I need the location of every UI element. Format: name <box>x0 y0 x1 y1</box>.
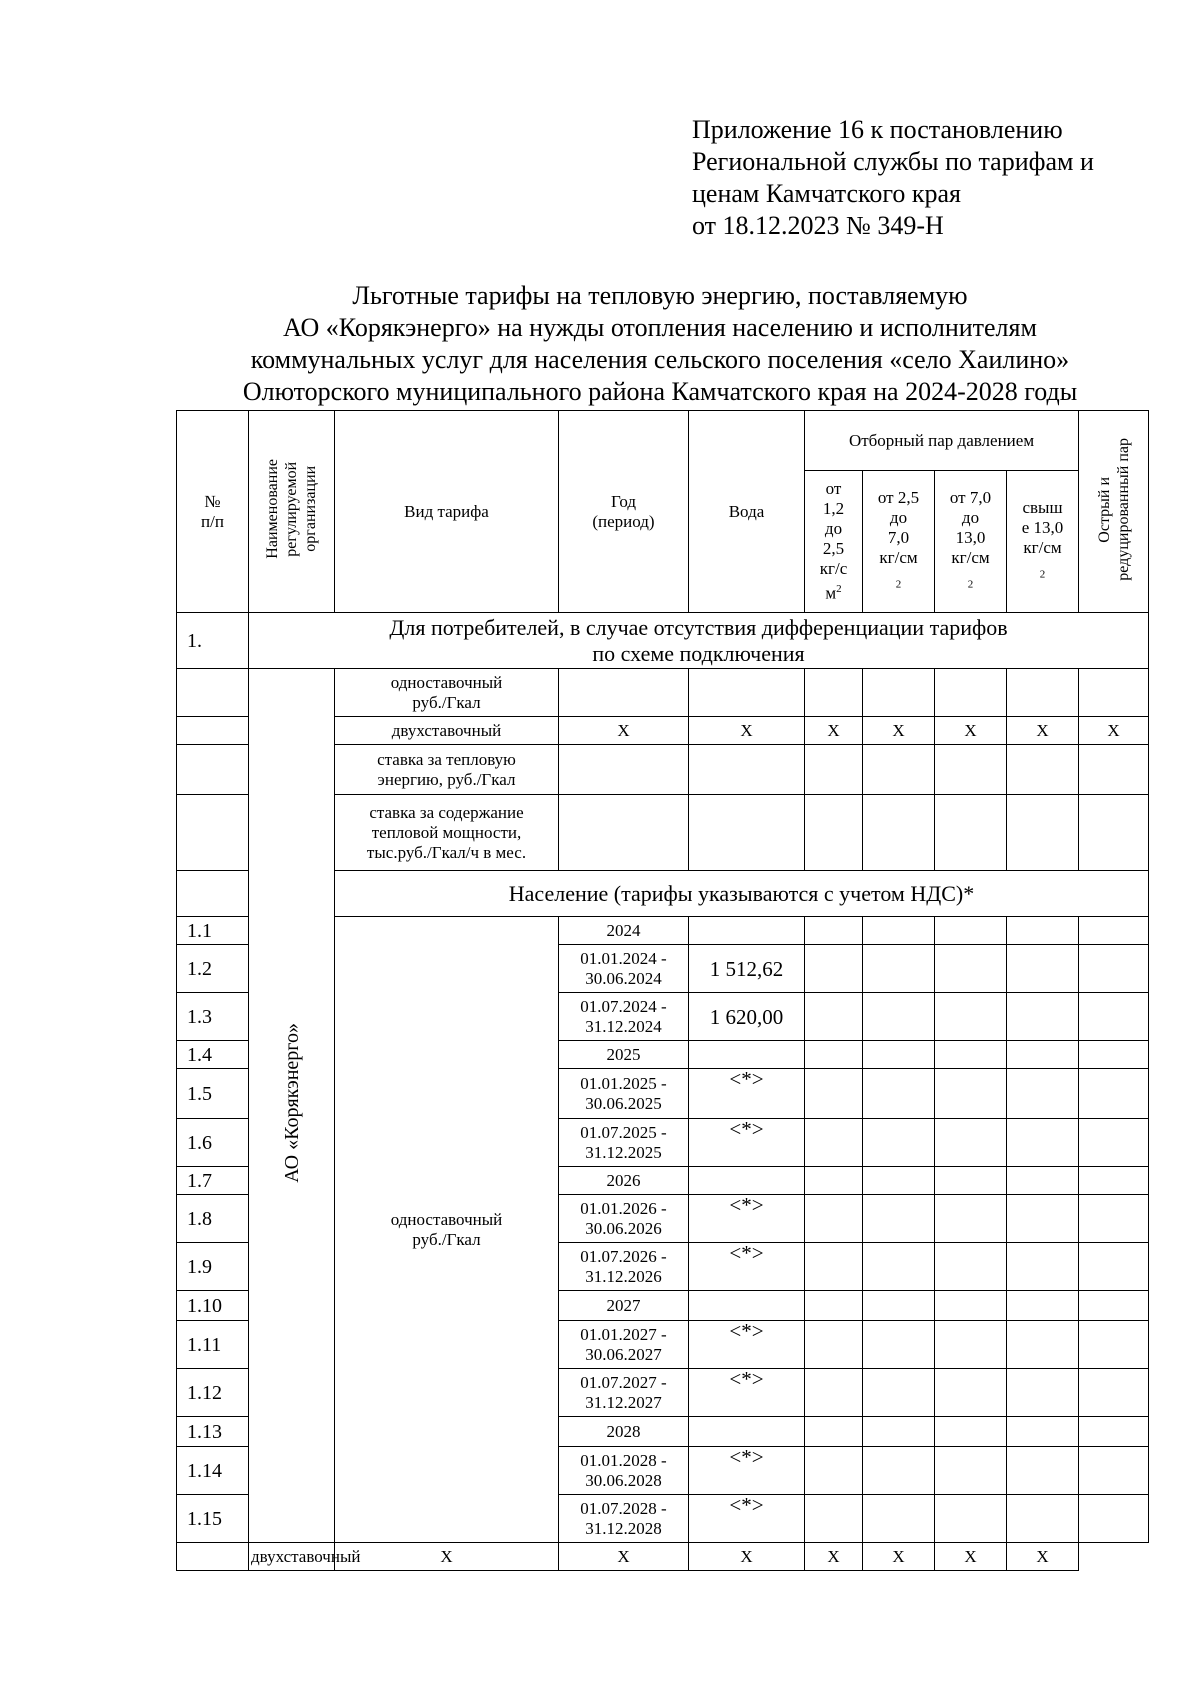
header-pressure-2: от 2,5 до 7,0 кг/см $_2$ <box>863 471 935 613</box>
cell-period: 01.01.2027 - 30.06.2027 <box>559 1321 689 1369</box>
header-water: Вода <box>689 411 805 613</box>
cell-period: 2025 <box>559 1041 689 1069</box>
cell-period: 01.07.2024 - 31.12.2024 <box>559 993 689 1041</box>
cell <box>935 1495 1007 1543</box>
cell-num: 1.4 <box>177 1041 249 1069</box>
cell-x: X <box>863 717 935 745</box>
cell-x: X <box>935 717 1007 745</box>
org-cell <box>249 669 335 1543</box>
cell <box>805 1069 863 1119</box>
appendix-line: от 18.12.2023 № 349-Н <box>692 211 944 240</box>
cell <box>1007 669 1079 717</box>
cell-num: 1.3 <box>177 993 249 1041</box>
cell-water: 1 512,62 <box>689 945 805 993</box>
cell <box>805 1167 863 1195</box>
title-line: коммунальных услуг для населения сельского поселения «село Хаилино» <box>250 345 1070 374</box>
cell-num: 1.15 <box>177 1495 249 1543</box>
cell-x: X <box>1007 717 1079 745</box>
cell <box>935 1447 1007 1495</box>
cell-period: 01.07.2026 - 31.12.2026 <box>559 1243 689 1291</box>
header-tariff-type: Вид тарифа <box>335 411 559 613</box>
cell <box>1079 1321 1149 1369</box>
cell-period: 01.01.2026 - 30.06.2026 <box>559 1195 689 1243</box>
title-line: Олюторского муниципального района Камчатского края на 2024-2028 годы <box>242 377 1078 406</box>
cell <box>1079 795 1149 871</box>
cell <box>863 1041 935 1069</box>
cell <box>935 669 1007 717</box>
table-row <box>177 1543 1149 1571</box>
cell <box>935 745 1007 795</box>
cell-num: 1.2 <box>177 945 249 993</box>
cell <box>863 1243 935 1291</box>
cell <box>935 795 1007 871</box>
header-org <box>249 411 335 613</box>
cell-x: X <box>1079 717 1149 745</box>
cell <box>689 745 805 795</box>
header-num-label: п/п <box>201 511 224 531</box>
cell <box>1079 669 1149 717</box>
cell-water <box>689 1041 805 1069</box>
cell <box>1079 1195 1149 1243</box>
cell <box>559 745 689 795</box>
cell <box>805 1195 863 1243</box>
cell-period: 2026 <box>559 1167 689 1195</box>
cell-period: 01.07.2027 - 31.12.2027 <box>559 1369 689 1417</box>
section-row <box>177 613 1149 669</box>
cell <box>863 795 935 871</box>
cell <box>1007 1195 1079 1243</box>
cell <box>935 1167 1007 1195</box>
cell-tariff-type: двухставочный <box>335 717 559 745</box>
cell <box>863 917 935 945</box>
cell <box>1079 1069 1149 1119</box>
cell-num <box>177 871 249 917</box>
cell-x: X <box>1007 1543 1079 1571</box>
cell <box>805 795 863 871</box>
cell <box>863 1495 935 1543</box>
cell-water <box>689 1417 805 1447</box>
header-acute-label: Острый и редуцированный пар <box>1095 437 1132 581</box>
cell-num: 1.1 <box>177 917 249 945</box>
cell <box>1079 1167 1149 1195</box>
cell-num: 1.6 <box>177 1119 249 1167</box>
cell <box>1007 1447 1079 1495</box>
cell <box>1007 1243 1079 1291</box>
cell <box>1007 1119 1079 1167</box>
cell <box>1079 1369 1149 1417</box>
cell-x: X <box>559 1543 689 1571</box>
cell <box>1079 1243 1149 1291</box>
cell-water: <*> <box>689 1369 805 1417</box>
header-pressure-4: свыш е 13,0 кг/см $_2$ <box>1007 471 1079 613</box>
cell-water: 1 620,00 <box>689 993 805 1041</box>
cell <box>863 669 935 717</box>
header-org-label: Наименование регулируемой организации <box>264 459 319 559</box>
cell-num <box>177 745 249 795</box>
cell <box>1079 1447 1149 1495</box>
cell <box>805 1041 863 1069</box>
cell-num: 1.9 <box>177 1243 249 1291</box>
cell-num: 1.14 <box>177 1447 249 1495</box>
cell <box>805 993 863 1041</box>
cell <box>805 745 863 795</box>
cell-num <box>177 669 249 717</box>
cell-num <box>177 1543 249 1571</box>
cell <box>935 1321 1007 1369</box>
cell <box>935 993 1007 1041</box>
cell-num <box>177 795 249 871</box>
cell-x: X <box>689 1543 805 1571</box>
title-line: АО «Корякэнерго» на нужды отопления населению и исполнителям <box>283 313 1037 342</box>
header-acute-steam <box>1079 411 1149 613</box>
cell <box>1007 1417 1079 1447</box>
cell-num: 1.12 <box>177 1369 249 1417</box>
cell <box>559 795 689 871</box>
cell <box>863 1447 935 1495</box>
cell <box>1079 1417 1149 1447</box>
cell <box>863 1167 935 1195</box>
cell-water: <*> <box>689 1195 805 1243</box>
cell <box>1007 917 1079 945</box>
cell-x: X <box>335 1543 559 1571</box>
cell <box>1079 745 1149 795</box>
section-title: Для потребителей, в случае отсутствия дифференциации тарифов по схеме подключения <box>249 613 1149 669</box>
cell-water <box>689 1167 805 1195</box>
cell-water: <*> <box>689 1321 805 1369</box>
cell-tariff-type: ставка за тепловую энергию, руб./Гкал <box>335 745 559 795</box>
cell-period: 01.01.2024 - 30.06.2024 <box>559 945 689 993</box>
cell <box>559 669 689 717</box>
cell <box>1079 1291 1149 1321</box>
cell <box>1079 993 1149 1041</box>
cell-x: X <box>689 717 805 745</box>
cell-x: X <box>559 717 689 745</box>
cell-period: 01.07.2028 - 31.12.2028 <box>559 1495 689 1543</box>
header-num <box>177 411 249 613</box>
header-num-label: № <box>204 491 221 511</box>
cell-x: X <box>935 1543 1007 1571</box>
cell <box>935 1369 1007 1417</box>
cell-num <box>177 717 249 745</box>
cell <box>805 1417 863 1447</box>
cell-water: <*> <box>689 1447 805 1495</box>
title-line: Льготные тарифы на тепловую энергию, поставляемую <box>352 281 968 310</box>
cell <box>863 1119 935 1167</box>
cell <box>1007 1041 1079 1069</box>
cell <box>1007 1167 1079 1195</box>
cell <box>863 1291 935 1321</box>
cell <box>689 795 805 871</box>
cell <box>805 669 863 717</box>
appendix-line: Региональной службы по тарифам и <box>692 147 1094 176</box>
cell <box>1079 945 1149 993</box>
cell-water <box>689 1291 805 1321</box>
cell <box>863 1369 935 1417</box>
cell <box>863 993 935 1041</box>
cell-num: 1.10 <box>177 1291 249 1321</box>
cell <box>935 945 1007 993</box>
tariffs-table <box>176 410 1149 1571</box>
cell <box>935 917 1007 945</box>
cell <box>935 1069 1007 1119</box>
appendix-reference <box>692 114 1152 242</box>
cell <box>1007 1495 1079 1543</box>
cell <box>1007 795 1079 871</box>
appendix-line: ценам Камчатского края <box>692 179 961 208</box>
cell <box>863 1321 935 1369</box>
cell <box>935 1195 1007 1243</box>
header-year-label: Год <box>611 491 636 511</box>
cell <box>805 1243 863 1291</box>
cell <box>689 669 805 717</box>
cell <box>805 945 863 993</box>
cell <box>935 1119 1007 1167</box>
cell-water: <*> <box>689 1243 805 1291</box>
header-pressure-1: от 1,2 до 2,5 кг/с $м^2$ <box>805 471 863 613</box>
cell <box>1007 945 1079 993</box>
cell-water: <*> <box>689 1069 805 1119</box>
cell <box>1007 1321 1079 1369</box>
cell-tariff-type: ставка за содержание тепловой мощности, тыс.руб./Гкал/ч в мес. <box>335 795 559 871</box>
header-row <box>177 411 1149 471</box>
cell-tariff-type: одноставочный руб./Гкал <box>335 669 559 717</box>
cell <box>805 1495 863 1543</box>
cell <box>805 1369 863 1417</box>
header-year-label: (период) <box>592 511 655 531</box>
population-title: Население (тарифы указываются с учетом НДС)* <box>335 871 1149 917</box>
cell-x: X <box>805 717 863 745</box>
cell <box>1007 1369 1079 1417</box>
cell <box>805 1291 863 1321</box>
cell-period: 2027 <box>559 1291 689 1321</box>
cell <box>1079 1041 1149 1069</box>
cell-water: <*> <box>689 1119 805 1167</box>
cell <box>1007 1069 1079 1119</box>
cell <box>863 1195 935 1243</box>
cell <box>1079 1119 1149 1167</box>
cell <box>805 917 863 945</box>
cell-period: 2024 <box>559 917 689 945</box>
cell-period: 01.01.2028 - 30.06.2028 <box>559 1447 689 1495</box>
cell <box>1007 745 1079 795</box>
cell <box>935 1243 1007 1291</box>
cell <box>1007 993 1079 1041</box>
cell <box>805 1119 863 1167</box>
header-year <box>559 411 689 613</box>
cell <box>863 945 935 993</box>
cell <box>863 1417 935 1447</box>
org-name: АО «Корякэнерго» <box>280 1023 303 1183</box>
cell-water <box>689 917 805 945</box>
cell-water: <*> <box>689 1495 805 1543</box>
cell-period: 01.07.2025 - 31.12.2025 <box>559 1119 689 1167</box>
cell-num: 1.5 <box>177 1069 249 1119</box>
cell-period: 01.01.2025 - 30.06.2025 <box>559 1069 689 1119</box>
cell <box>935 1291 1007 1321</box>
header-pressure-3: от 7,0 до 13,0 кг/см $_2$ <box>935 471 1007 613</box>
cell <box>1079 917 1149 945</box>
table-row <box>177 669 1149 717</box>
document-title <box>160 280 1160 408</box>
pop-tariff-type: одноставочный руб./Гкал <box>335 917 559 1543</box>
cell-x: X <box>863 1543 935 1571</box>
cell-num: 1.7 <box>177 1167 249 1195</box>
cell-x: X <box>805 1543 863 1571</box>
cell <box>1079 1495 1149 1543</box>
cell-num: 1.13 <box>177 1417 249 1447</box>
header-steam: Отборный пар давлением <box>805 411 1079 471</box>
cell <box>1007 1291 1079 1321</box>
cell <box>935 1041 1007 1069</box>
section-num: 1. <box>177 613 249 669</box>
cell-period: 2028 <box>559 1417 689 1447</box>
appendix-line: Приложение 16 к постановлению <box>692 115 1063 144</box>
cell <box>805 1447 863 1495</box>
cell <box>863 745 935 795</box>
cell-num: 1.8 <box>177 1195 249 1243</box>
cell <box>805 1321 863 1369</box>
cell <box>935 1417 1007 1447</box>
cell-num: 1.11 <box>177 1321 249 1369</box>
cell <box>863 1069 935 1119</box>
cell-tariff-type: двухставочный <box>249 1543 335 1571</box>
